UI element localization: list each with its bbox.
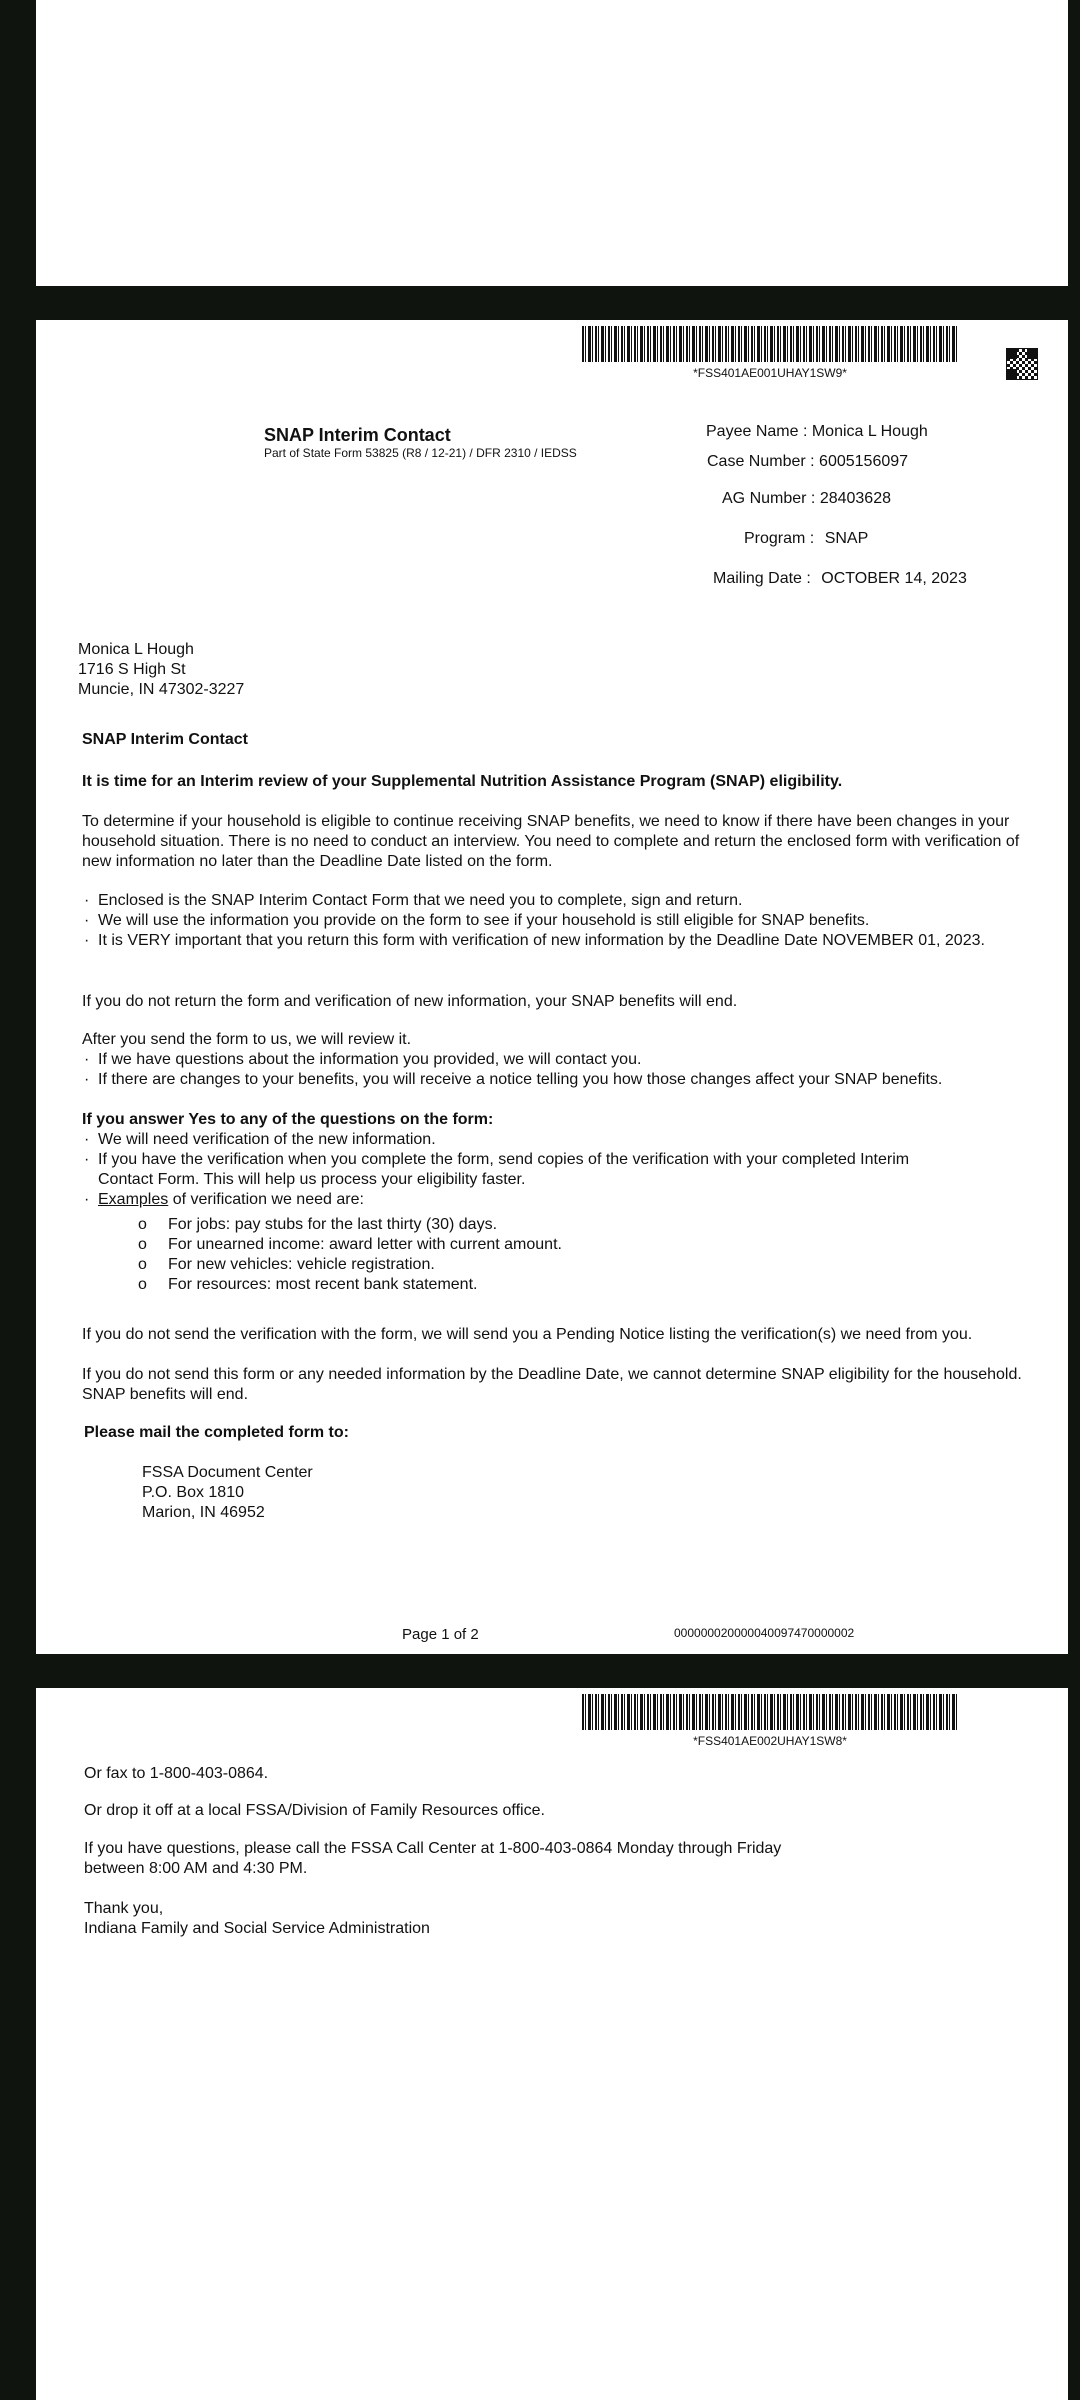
list-item: o For resources: most recent bank statement. <box>138 1275 1080 1295</box>
enclosed-bullets <box>82 891 1032 951</box>
program-row <box>744 530 868 548</box>
payee-name-row <box>706 423 928 441</box>
intro-statement: It is time for an Interim review of your Supplemental Nutrition Assistance Program (SNAP) eligibility. <box>82 773 843 790</box>
barcode-caption: *FSS401AE001UHAY1SW9* <box>693 366 847 380</box>
previous-page-blank <box>36 0 1068 286</box>
list-item: o For unearned income: award letter with current amount. <box>138 1235 1080 1255</box>
ag-number-label: AG Number : <box>722 490 816 507</box>
mailing-date-row <box>713 570 967 588</box>
list-item: o For jobs: pay stubs for the last thirty (30) days. <box>138 1215 1080 1235</box>
page-number: Page 1 of 2 <box>402 1626 479 1643</box>
list-item: o For new vehicles: vehicle registration. <box>138 1255 1080 1275</box>
list-item: · It is VERY important that you return this form with verification of new information by the Deadline Date NOVEMBER 01, 2023. <box>82 931 1032 951</box>
footer-code: 000000020000040097470000002 <box>674 1626 855 1640</box>
payee-name-label: Payee Name : <box>706 423 808 440</box>
ag-number-row <box>722 490 891 508</box>
form-title: SNAP Interim Contact <box>264 425 451 445</box>
program-label: Program : <box>744 530 815 547</box>
mailing-date-label: Mailing Date : <box>713 570 811 587</box>
address-line: 1716 S High St <box>78 661 186 678</box>
case-number-label: Case Number : <box>707 453 815 470</box>
list-item: · We will need verification of the new information. <box>82 1130 922 1150</box>
barcode-caption: *FSS401AE002UHAY1SW8* <box>693 1734 847 1748</box>
verification-bullets <box>82 1130 922 1210</box>
address-line: Muncie, IN 47302-3227 <box>78 681 245 698</box>
address-line: FSSA Document Center <box>142 1464 313 1481</box>
closing <box>84 1899 1034 1939</box>
form-subtitle: Part of State Form 53825 (R8 / 12-21) / DFR 2310 / IEDSS <box>264 446 577 460</box>
program-value: SNAP <box>824 530 869 547</box>
list-item: · If you have the verification when you complete the form, send copies of the verification with your completed Interim Contact Form. This will help us process your eligibility faster. <box>82 1150 922 1190</box>
list-item: · If we have questions about the information you provided, we will contact you. <box>82 1050 1032 1070</box>
recipient-address <box>78 640 244 700</box>
payee-name-value: Monica L Hough <box>811 423 928 440</box>
address-line: Monica L Hough <box>78 641 194 658</box>
list-item: · Enclosed is the SNAP Interim Contact Form that we need you to complete, sign and return. <box>82 891 1032 911</box>
paragraph-benefits-end: If you do not return the form and verification of new information, your SNAP benefits will end. <box>82 993 738 1010</box>
examples-list <box>82 1215 1080 1295</box>
yes-heading: If you answer Yes to any of the questions on the form: <box>82 1111 494 1128</box>
form-header <box>264 425 577 460</box>
agency-name: Indiana Family and Social Service Administration <box>84 1920 430 1937</box>
list-item <box>82 1190 922 1210</box>
examples-rest: of verification we need are: <box>168 1191 364 1208</box>
address-line: P.O. Box 1810 <box>142 1484 244 1501</box>
qr-code-icon <box>1006 348 1038 380</box>
letter-page-2 <box>36 1688 1068 2400</box>
list-item: · We will use the information you provide on the form to see if your household is still eligible for SNAP benefits. <box>82 911 1032 931</box>
address-line: Marion, IN 46952 <box>142 1504 265 1521</box>
list-item: · If there are changes to your benefits, you will receive a notice telling you how those changes affect your SNAP benefits. <box>82 1070 1032 1090</box>
case-number-row <box>707 453 908 471</box>
ag-number-value: 28403628 <box>819 490 891 507</box>
thank-you: Thank you, <box>84 1900 164 1917</box>
fax-line: Or fax to 1-800-403-0864. <box>84 1765 269 1782</box>
review-bullets <box>82 1050 1032 1090</box>
drop-off-line: Or drop it off at a local FSSA/Division of Family Resources office. <box>84 1802 545 1819</box>
barcode <box>582 326 958 362</box>
examples-word: Examples <box>98 1191 169 1208</box>
questions-paragraph: If you have questions, please call the FSSA Call Center at 1-800-403-0864 Monday through Friday between 8:00 AM and 4:30 PM. <box>84 1840 782 1877</box>
mailing-date-value: OCTOBER 14, 2023 <box>821 570 967 587</box>
paragraph-review: After you send the form to us, we will review it. <box>82 1031 412 1048</box>
letter-page-1 <box>36 320 1068 1654</box>
paragraph-deadline: If you do not send this form or any needed information by the Deadline Date, we cannot determine SNAP eligibility for the household. SNAP benefits will end. <box>82 1366 1022 1403</box>
paragraph-pending-notice: If you do not send the verification with the form, we will send you a Pending Notice listing the verification(s) we need from you. <box>82 1326 973 1343</box>
case-number-value: 6005156097 <box>819 453 909 470</box>
barcode <box>582 1694 958 1730</box>
paragraph-determine: To determine if your household is eligible to continue receiving SNAP benefits, we need to know if there have been changes in your household situation. There is no need to conduct an interview. You need to complete and return the enclosed form with verification of new information no later than the Deadline Date listed on the form. <box>82 813 1020 870</box>
mail-heading: Please mail the completed form to: <box>84 1424 349 1441</box>
mail-address <box>142 1463 313 1523</box>
letter-heading: SNAP Interim Contact <box>82 731 248 748</box>
